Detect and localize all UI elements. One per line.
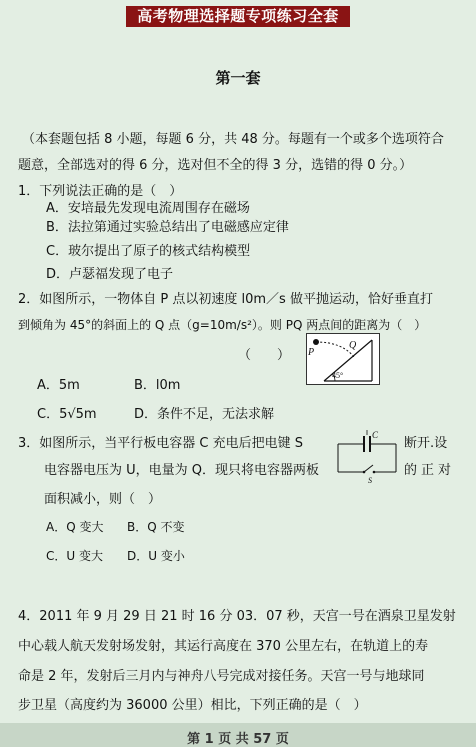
q2-answer-paren: （ ） bbox=[238, 348, 291, 363]
set-heading: 第一套 bbox=[215, 69, 261, 87]
q3-circuit-figure bbox=[334, 426, 400, 484]
q3-line-1: 3．如图所示，当平行板电容器 C 充电后把电键 S bbox=[18, 436, 303, 451]
q2-line-1: 2．如图所示，一物体自 P 点以初速度 l0m／s 做平抛运动，恰好垂直打 bbox=[18, 292, 433, 307]
q2-option-a: A．5m bbox=[37, 378, 80, 393]
q3-line-2: 电容器电压为 U，电量为 Q．现只将电容器两板 bbox=[44, 463, 320, 478]
q3-option-a: A．Q 变大 bbox=[46, 520, 104, 534]
q3-option-d: D．U 变小 bbox=[127, 549, 185, 563]
q3-label-s: S bbox=[368, 476, 372, 484]
q1-option-a: A．安培最先发现电流周围存在磁场 bbox=[46, 201, 250, 216]
q1-option-b: B．法拉第通过实验总结出了电磁感应定律 bbox=[46, 220, 289, 235]
q2-option-b: B．l0m bbox=[134, 378, 181, 393]
q2-line-2: 到倾角为 45°的斜面上的 Q 点（g=10m/s²）。则 PQ 两点间的距离为（ ） bbox=[18, 318, 427, 332]
q3-line-1-right: 断开.设 bbox=[404, 436, 448, 451]
document-banner: 高考物理选择题专项练习全套 bbox=[126, 6, 350, 27]
q2-label-p: P bbox=[308, 347, 315, 358]
q1-option-c: C．玻尔提出了原子的核式结构模型 bbox=[46, 244, 251, 259]
q2-option-d: D．条件不足，无法求解 bbox=[134, 407, 275, 422]
q3-option-c: C．U 变大 bbox=[46, 549, 103, 563]
q2-label-angle: 45° bbox=[332, 371, 344, 380]
q2-option-c: C．5√5m bbox=[37, 407, 97, 422]
q3-line-2-right: 的正对 bbox=[404, 463, 456, 478]
q4-line-3: 命是 2 年，发射后三月内与神舟八号完成对接任务。天宫一号与地球同 bbox=[18, 669, 425, 684]
q4-line-1: 4．2011 年 9 月 29 日 21 时 16 分 03．07 秒，天宫一号在酒泉卫星发射 bbox=[18, 609, 456, 624]
q4-line-2: 中心载人航天发射场发射，其运行高度在 370 公里左右，在轨道上的寿 bbox=[18, 639, 429, 654]
q2-incline-figure bbox=[306, 333, 380, 385]
q3-label-c: C bbox=[372, 430, 379, 440]
q3-switch-lever bbox=[364, 465, 373, 472]
intro-line-2: 题意，全部选对的得 6 分，选对但不全的得 3 分，选错的得 0 分。） bbox=[18, 158, 413, 173]
q4-line-4: 步卫星（高度约为 36000 公里）相比，下列正确的是（ ） bbox=[18, 698, 367, 713]
q2-label-q: Q bbox=[349, 340, 357, 351]
q1-stem: 1．下列说法正确的是（ ） bbox=[18, 184, 183, 199]
page-number: 第 1 页 共 57 页 bbox=[187, 732, 289, 747]
q3-line-3: 面积减小，则（ ） bbox=[44, 492, 162, 507]
q3-option-b: B．Q 不变 bbox=[127, 520, 185, 534]
q1-option-d: D．卢瑟福发现了电子 bbox=[46, 267, 174, 282]
intro-line-1: （本套题包括 8 小题，每题 6 分，共 48 分。每题有一个或多个选项符合 bbox=[22, 132, 444, 147]
